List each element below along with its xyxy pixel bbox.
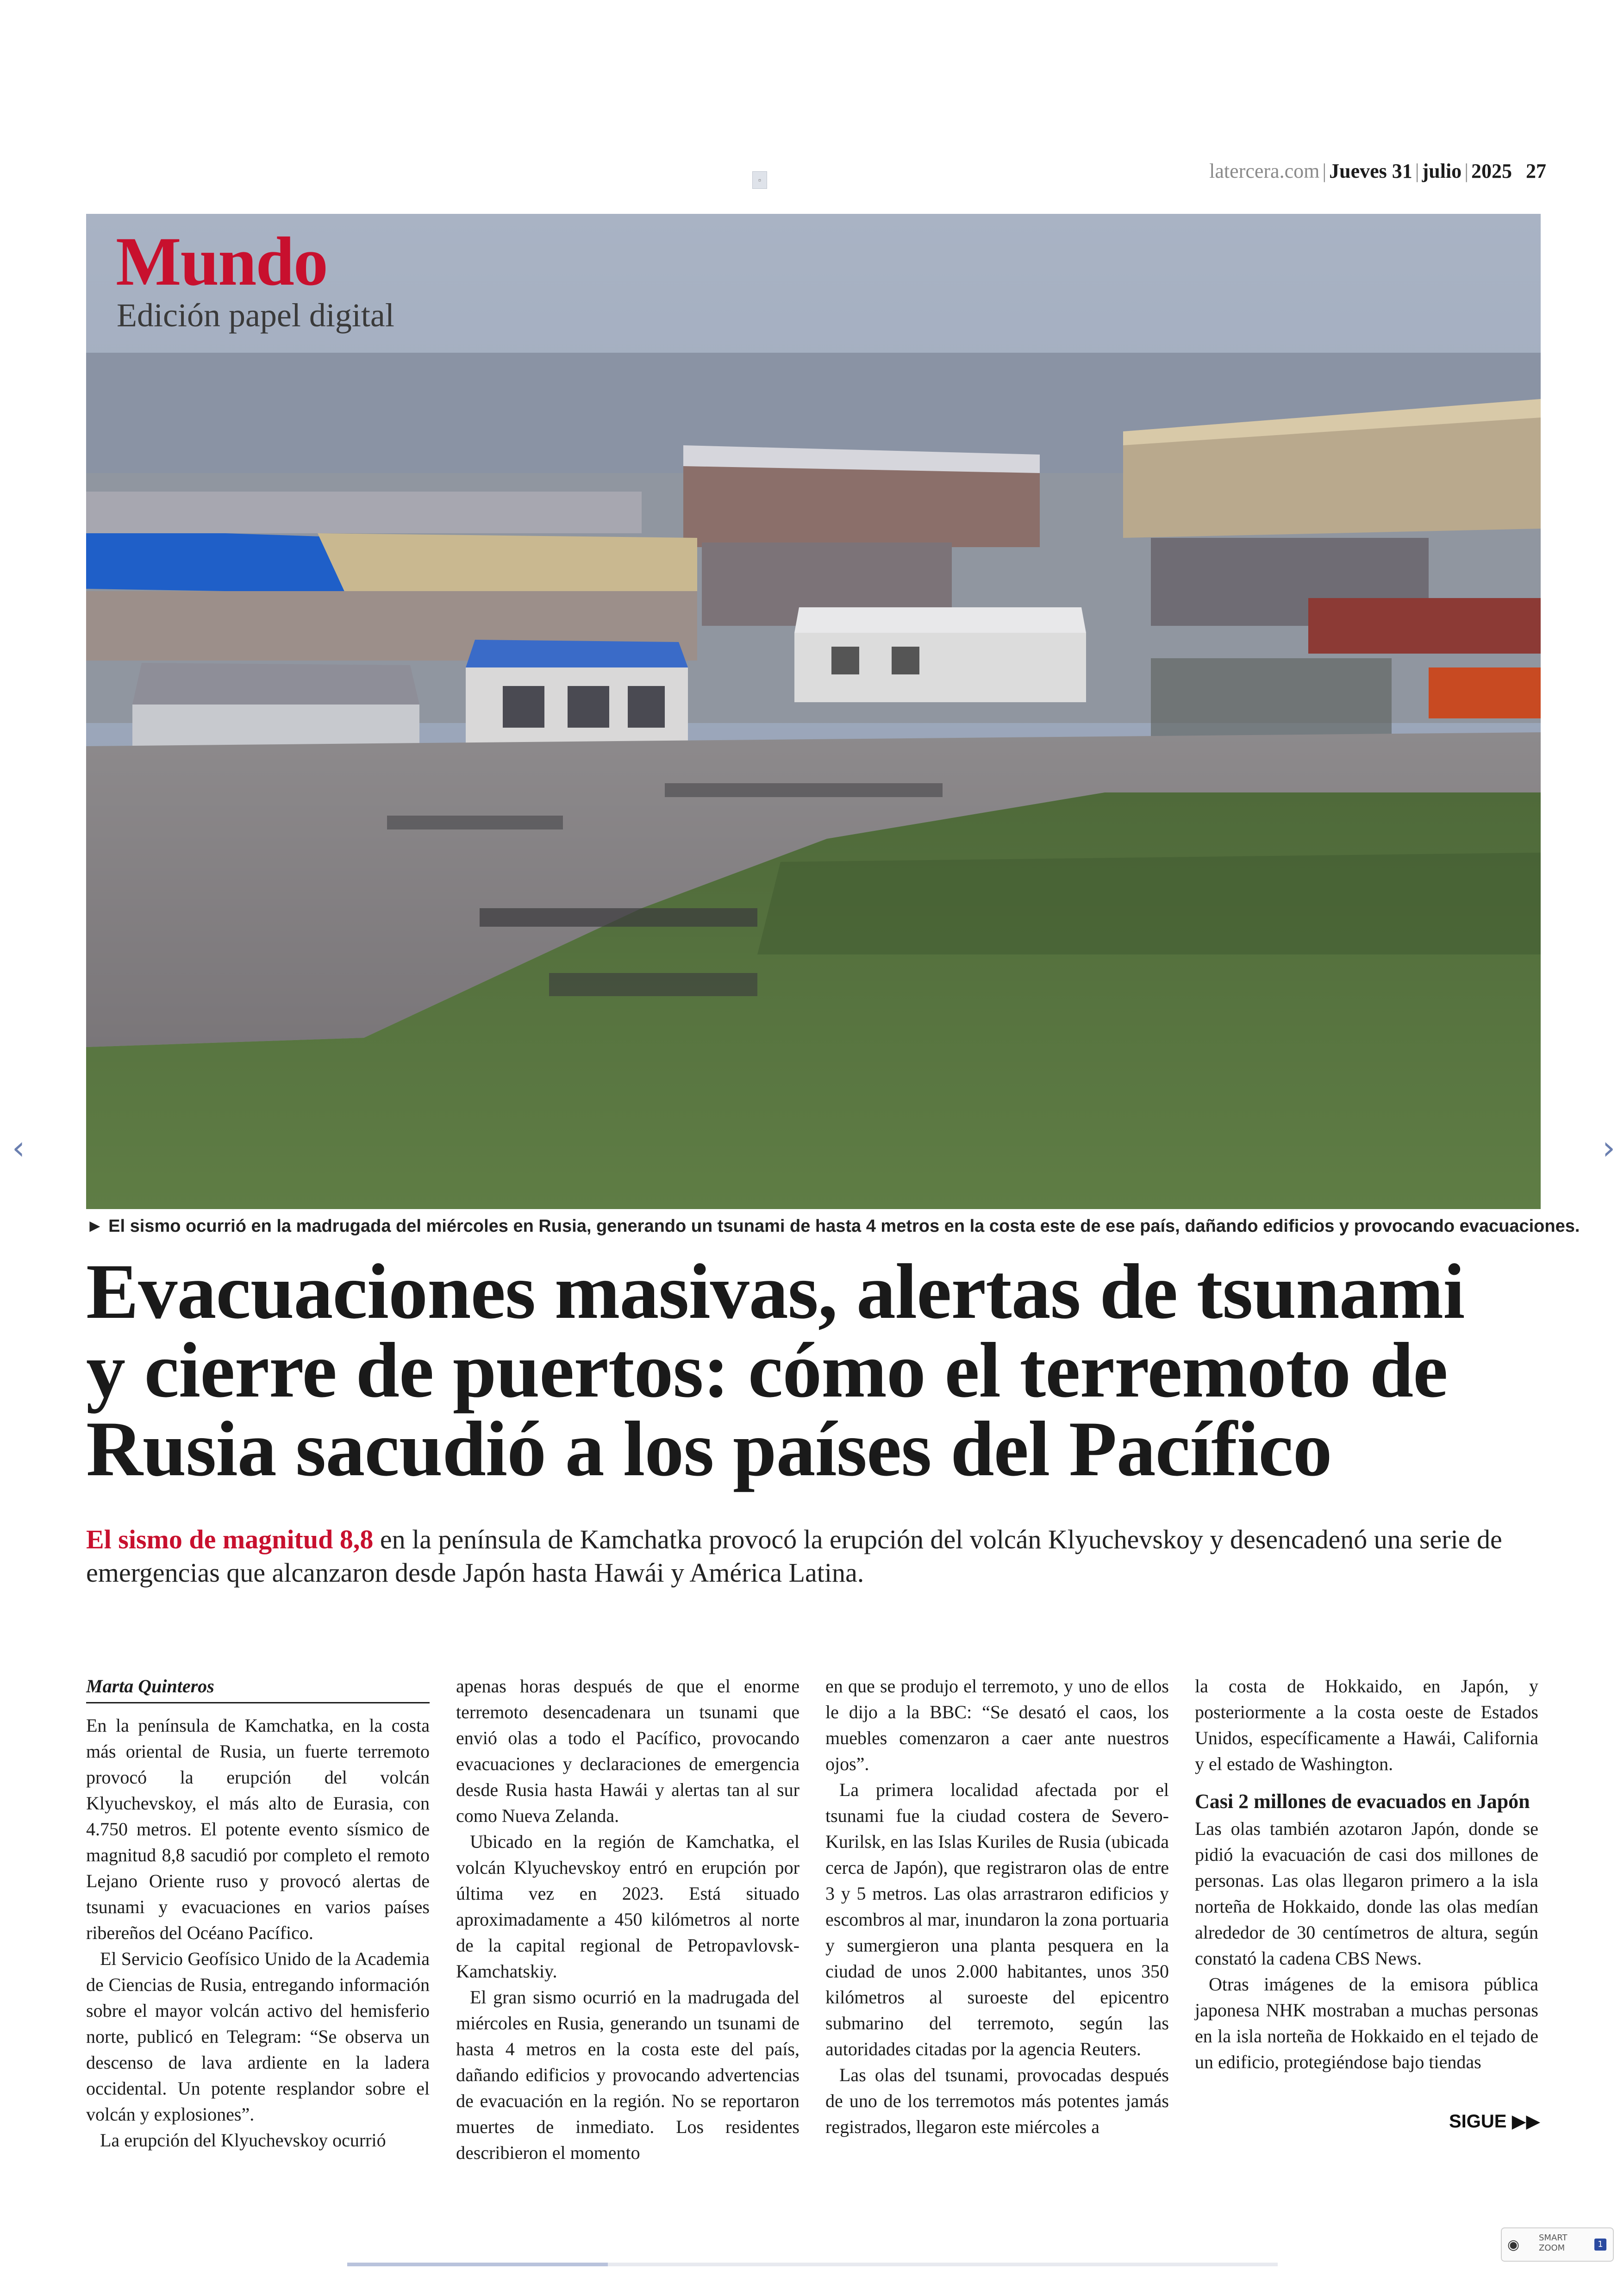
page-marker-icon: ▫ [752,171,767,189]
article-column-1 [86,1673,430,2153]
headline-line: Evacuaciones masivas, alertas de tsunami [86,1248,1465,1335]
tsunami-photo [86,214,1541,1209]
zoom-badge: 1 [1594,2239,1606,2251]
page-progress-bar[interactable] [347,2263,1278,2266]
paragraph: La erupción del Klyuchevskoy ocurrió [100,2130,386,2151]
header-day: Jueves 31 [1329,160,1412,182]
header-month: julio [1422,160,1462,182]
chevron-right-icon[interactable]: › [1602,1129,1615,1167]
paragraph: En la península de Kamchatka, en la costa más oriental de Rusia, un fuerte terremoto provocó la erupción del volcán Klyuchevskoy, el más alto de Eurasia, con 4.750 metros. El potente evento sísmico de magnitud 8,8 sacudió por completo el remoto Lejano Oriente ruso y provocó alertas de tsunami y evacuaciones en varios países ribereños del Océano Pacífico. [86,1715,430,1943]
eye-icon: ◉ [1507,2237,1520,2253]
chevron-left-icon[interactable]: ‹ [12,1129,25,1167]
paragraph: Las olas también azotaron Japón, donde se pidió la evacuación de casi dos millones de personas. Las olas llegaron primero a la isla norteña de Hokkaido, donde las olas medían alrededor de 30 centímetros de altura, según constató la cadena CBS News. [1195,1818,1538,1969]
site-name: latercera.com [1209,160,1320,182]
lead-paragraph [86,1523,1540,1590]
photo-caption: ► El sismo ocurrió en la madrugada del miércoles en Rusia, generando un tsunami de hasta 4 metros en la costa este de ese país, dañando edificios y provocando evacuaciones. [86,1216,1580,1236]
page-progress-fill [347,2263,608,2266]
header-year: 2025 [1471,160,1512,182]
paragraph: Ubicado en la región de Kamchatka, el volcán Klyuchevskoy entró en erupción por última vez en 2023. Está situado aproximadamente a 450 kilómetros al norte de la capital regional de Petropavlovsk-Kamchatskiy. [456,1831,800,1982]
headline [86,1248,1549,1492]
subheading: Casi 2 millones de evacuados en Japón [1195,1790,1530,1813]
paragraph: apenas horas después de que el enorme terremoto desencadenara un tsunami que envió olas a todo el Pacífico, provocando evacuaciones y declaraciones de emergencia desde Rusia hasta Hawái y alertas tan al sur como Nueva Zelanda. [456,1676,800,1826]
lead-highlight: El sismo de magnitud 8,8 [86,1524,374,1554]
section-title: Mundo [116,223,327,300]
article-column-3 [825,1673,1169,2140]
paragraph: La primera localidad afectada por el tsunami fue la ciudad costera de Severo-Kurilsk, en las Islas Kuriles de Rusia (ubicada cerca de Japón), que registraron olas de entre 3 y 5 metros. Las olas arrastraron edificios y escombros al mar, inundaron la zona portuaria y sumergieron una planta pesquera en la ciudad de unos 2.000 habitantes, unos 350 kilómetros al suroeste del epicentro submarino del terremoto, según las autoridades citadas por la agencia Reuters. [825,1779,1169,2059]
smart-zoom-label: SMART ZOOM [1539,2233,1568,2253]
section-subtitle: Edición papel digital [117,297,394,334]
author-byline: Marta Quinteros [86,1673,430,1703]
lead-text: en la península de Kamchatka provocó la erupción del volcán Klyuchevskoy y desencadenó una serie de emergencias que alcanzaron desde Japón hasta Hawái y América Latina. [86,1524,1502,1588]
paragraph: la costa de Hokkaido, en Japón, y posteriormente a la costa oeste de Estados Unidos, específicamente a Hawái, California y el estado de Washington. [1195,1676,1538,1774]
continue-label: SIGUE ▶▶ [1449,2111,1541,2132]
page-header: latercera.com | Jueves 31 | julio | 2025 27 [1209,160,1546,182]
paragraph: Otras imágenes de la emisora pública japonesa NHK mostraban a muchas personas en la isla norteña de Hokkaido en el tejado de un edificio, protegiéndose bajo tiendas [1195,1974,1538,2072]
page-number: 27 [1526,160,1546,182]
smart-zoom-button[interactable] [1501,2227,1614,2262]
paragraph: El gran sismo ocurrió en la madrugada del miércoles en Rusia, generando un tsunami de hasta 4 metros en la costa este del país, dañando edificios y provocando advertencias de evacuación en la región. No se reportaron muertes de inmediato. Los residentes describieron el momento [456,1987,800,2163]
paragraph: en que se produjo el terremoto, y uno de ellos le dijo a la BBC: “Se desató el caos, los muebles comenzaron a caer ante nuestros ojos”. [825,1676,1169,1774]
photo-illustration [86,214,1541,1209]
article-column-4 [1195,1673,1538,2075]
headline-line: Rusia sacudió a los países del Pacífico [86,1405,1332,1492]
headline-line: y cierre de puertos: cómo el terremoto de [86,1327,1448,1414]
paragraph: El Servicio Geofísico Unido de la Academia de Ciencias de Rusia, entregando información sobre el mayor volcán activo del hemisferio norte, publicó en Telegram: “Se observa un descenso de lava ardiente en la ladera occidental. Un potente resplandor sobre el volcán y explosiones”. [86,1948,430,2125]
article-column-2 [456,1673,800,2166]
paragraph: Las olas del tsunami, provocadas después de uno de los terremotos más potentes jamás registrados, llegaron este miércoles a [825,2064,1169,2137]
